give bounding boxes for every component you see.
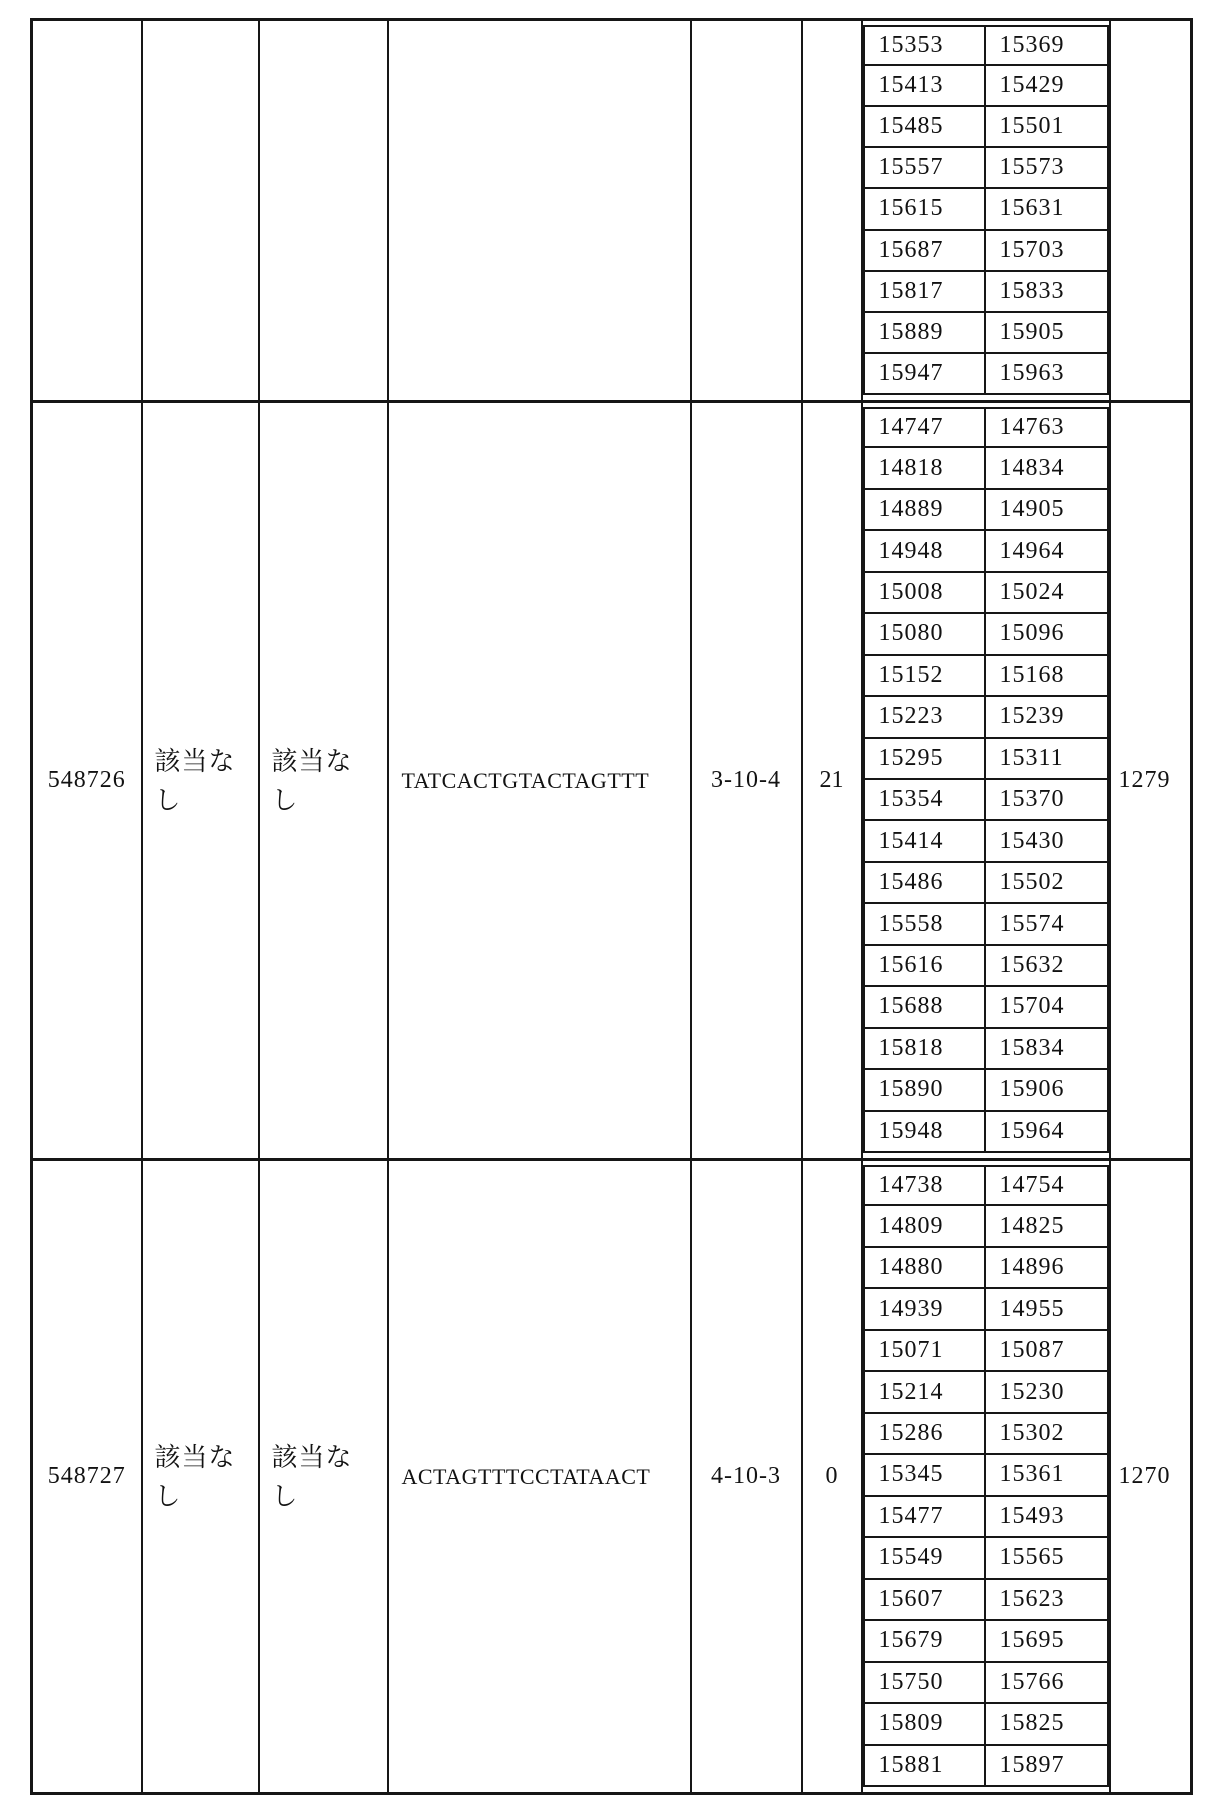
start-position-cell: 15750 bbox=[863, 1661, 986, 1704]
end-position-cell: 15168 bbox=[984, 654, 1109, 697]
end-position-cell: 15906 bbox=[984, 1068, 1109, 1111]
end-position-cell: 15964 bbox=[984, 1110, 1109, 1153]
start-position-cell: 15223 bbox=[863, 695, 986, 738]
start-position-cell: 15286 bbox=[863, 1412, 986, 1455]
end-position-cell: 15024 bbox=[984, 571, 1109, 614]
start-position-cell: 15071 bbox=[863, 1329, 986, 1372]
positions-cell bbox=[862, 1160, 1110, 1794]
start-position-cell: 15818 bbox=[863, 1027, 986, 1070]
start-position-cell: 14889 bbox=[863, 488, 986, 531]
end-position-cell: 15087 bbox=[984, 1329, 1109, 1372]
start-position-cell: 14809 bbox=[863, 1204, 986, 1247]
positions-cell bbox=[862, 402, 1110, 1160]
start-position-cell: 15889 bbox=[863, 311, 986, 354]
not-applicable-cell-1 bbox=[142, 402, 259, 1160]
end-position-cell: 15963 bbox=[984, 352, 1109, 395]
start-position-cell: 15558 bbox=[863, 902, 986, 945]
end-position-cell: 15369 bbox=[984, 25, 1109, 66]
count-cell bbox=[802, 20, 862, 402]
record-id-cell: 548726 bbox=[32, 402, 142, 1160]
code-cell bbox=[691, 20, 802, 402]
end-position-cell: 15096 bbox=[984, 612, 1109, 655]
count-cell: 21 bbox=[802, 402, 862, 1160]
not-applicable-cell-1-text: 該当なし bbox=[154, 1442, 236, 1511]
start-position-cell: 15477 bbox=[863, 1495, 986, 1538]
start-position-cell: 15486 bbox=[863, 861, 986, 904]
end-position-cell: 15632 bbox=[984, 944, 1109, 987]
total-cell bbox=[1110, 20, 1192, 402]
positions-cell bbox=[862, 20, 1110, 402]
start-position-cell: 14818 bbox=[863, 446, 986, 489]
not-applicable-cell-2 bbox=[259, 402, 388, 1160]
code-cell: 3-10-4 bbox=[691, 402, 802, 1160]
start-position-cell: 15679 bbox=[863, 1619, 986, 1662]
end-position-cell: 15493 bbox=[984, 1495, 1109, 1538]
not-applicable-cell-1-text: 該当なし bbox=[154, 746, 236, 815]
table-row bbox=[32, 20, 1192, 402]
end-position-cell: 14834 bbox=[984, 446, 1109, 489]
end-position-cell: 15703 bbox=[984, 229, 1109, 272]
end-position-cell: 14896 bbox=[984, 1246, 1109, 1289]
end-position-cell: 15695 bbox=[984, 1619, 1109, 1662]
count-cell: 0 bbox=[802, 1160, 862, 1794]
end-position-cell: 14964 bbox=[984, 529, 1109, 572]
end-position-cell: 15897 bbox=[984, 1744, 1109, 1787]
start-position-cell: 15152 bbox=[863, 654, 986, 697]
end-position-cell: 15833 bbox=[984, 270, 1109, 313]
end-position-cell: 15574 bbox=[984, 902, 1109, 945]
end-position-cell: 14763 bbox=[984, 407, 1109, 448]
start-position-cell: 14880 bbox=[863, 1246, 986, 1289]
end-position-cell: 15905 bbox=[984, 311, 1109, 354]
end-position-cell: 15230 bbox=[984, 1370, 1109, 1413]
not-applicable-cell-1 bbox=[142, 20, 259, 402]
end-position-cell: 15573 bbox=[984, 146, 1109, 189]
start-position-cell: 15354 bbox=[863, 778, 986, 821]
end-position-cell: 15834 bbox=[984, 1027, 1109, 1070]
not-applicable-cell-2-text: 該当なし bbox=[271, 1442, 353, 1511]
start-position-cell: 15008 bbox=[863, 571, 986, 614]
end-position-cell: 15501 bbox=[984, 105, 1109, 148]
positions-subtable bbox=[863, 21, 1109, 400]
sequence-position-table bbox=[30, 18, 1193, 1795]
start-position-cell: 15809 bbox=[863, 1702, 986, 1745]
start-position-cell: 15549 bbox=[863, 1536, 986, 1579]
not-applicable-cell-2-text: 該当なし bbox=[271, 746, 353, 815]
table-row bbox=[32, 402, 1192, 1160]
start-position-cell: 15080 bbox=[863, 612, 986, 655]
not-applicable-cell-1 bbox=[142, 1160, 259, 1794]
end-position-cell: 15239 bbox=[984, 695, 1109, 738]
start-position-cell: 15353 bbox=[863, 25, 986, 66]
not-applicable-cell-2 bbox=[259, 20, 388, 402]
start-position-cell: 14948 bbox=[863, 529, 986, 572]
start-position-cell: 15817 bbox=[863, 270, 986, 313]
end-position-cell: 15631 bbox=[984, 187, 1109, 230]
start-position-cell: 15688 bbox=[863, 985, 986, 1028]
end-position-cell: 15565 bbox=[984, 1536, 1109, 1579]
end-position-cell: 15370 bbox=[984, 778, 1109, 821]
start-position-cell: 15687 bbox=[863, 229, 986, 272]
total-cell: 1279 bbox=[1110, 402, 1192, 1160]
total-cell: 1270 bbox=[1110, 1160, 1192, 1794]
sequence-cell: ACTAGTTTCCTATAACT bbox=[388, 1160, 691, 1794]
positions-subtable bbox=[863, 403, 1109, 1158]
start-position-cell: 15485 bbox=[863, 105, 986, 148]
table-row bbox=[32, 1160, 1192, 1794]
end-position-cell: 15623 bbox=[984, 1578, 1109, 1621]
table-body bbox=[32, 20, 1192, 1794]
code-cell: 4-10-3 bbox=[691, 1160, 802, 1794]
start-position-cell: 15413 bbox=[863, 64, 986, 107]
start-position-cell: 15616 bbox=[863, 944, 986, 987]
start-position-cell: 14939 bbox=[863, 1287, 986, 1330]
end-position-cell: 15429 bbox=[984, 64, 1109, 107]
end-position-cell: 15302 bbox=[984, 1412, 1109, 1455]
start-position-cell: 14747 bbox=[863, 407, 986, 448]
end-position-cell: 15430 bbox=[984, 819, 1109, 862]
sequence-cell bbox=[388, 20, 691, 402]
positions-subtable bbox=[863, 1161, 1109, 1792]
start-position-cell: 15615 bbox=[863, 187, 986, 230]
sequence-cell: TATCACTGTACTAGTTT bbox=[388, 402, 691, 1160]
end-position-cell: 15825 bbox=[984, 1702, 1109, 1745]
end-position-cell: 14905 bbox=[984, 488, 1109, 531]
start-position-cell: 15607 bbox=[863, 1578, 986, 1621]
start-position-cell: 15890 bbox=[863, 1068, 986, 1111]
end-position-cell: 14754 bbox=[984, 1165, 1109, 1206]
end-position-cell: 15502 bbox=[984, 861, 1109, 904]
record-id-cell bbox=[32, 20, 142, 402]
start-position-cell: 15948 bbox=[863, 1110, 986, 1153]
start-position-cell: 15557 bbox=[863, 146, 986, 189]
record-id-cell: 548727 bbox=[32, 1160, 142, 1794]
not-applicable-cell-2 bbox=[259, 1160, 388, 1794]
end-position-cell: 15704 bbox=[984, 985, 1109, 1028]
end-position-cell: 15766 bbox=[984, 1661, 1109, 1704]
start-position-cell: 15881 bbox=[863, 1744, 986, 1787]
start-position-cell: 15947 bbox=[863, 352, 986, 395]
end-position-cell: 14955 bbox=[984, 1287, 1109, 1330]
start-position-cell: 14738 bbox=[863, 1165, 986, 1206]
start-position-cell: 15214 bbox=[863, 1370, 986, 1413]
start-position-cell: 15295 bbox=[863, 737, 986, 780]
end-position-cell: 15361 bbox=[984, 1453, 1109, 1496]
end-position-cell: 14825 bbox=[984, 1204, 1109, 1247]
end-position-cell: 15311 bbox=[984, 737, 1109, 780]
start-position-cell: 15345 bbox=[863, 1453, 986, 1496]
start-position-cell: 15414 bbox=[863, 819, 986, 862]
